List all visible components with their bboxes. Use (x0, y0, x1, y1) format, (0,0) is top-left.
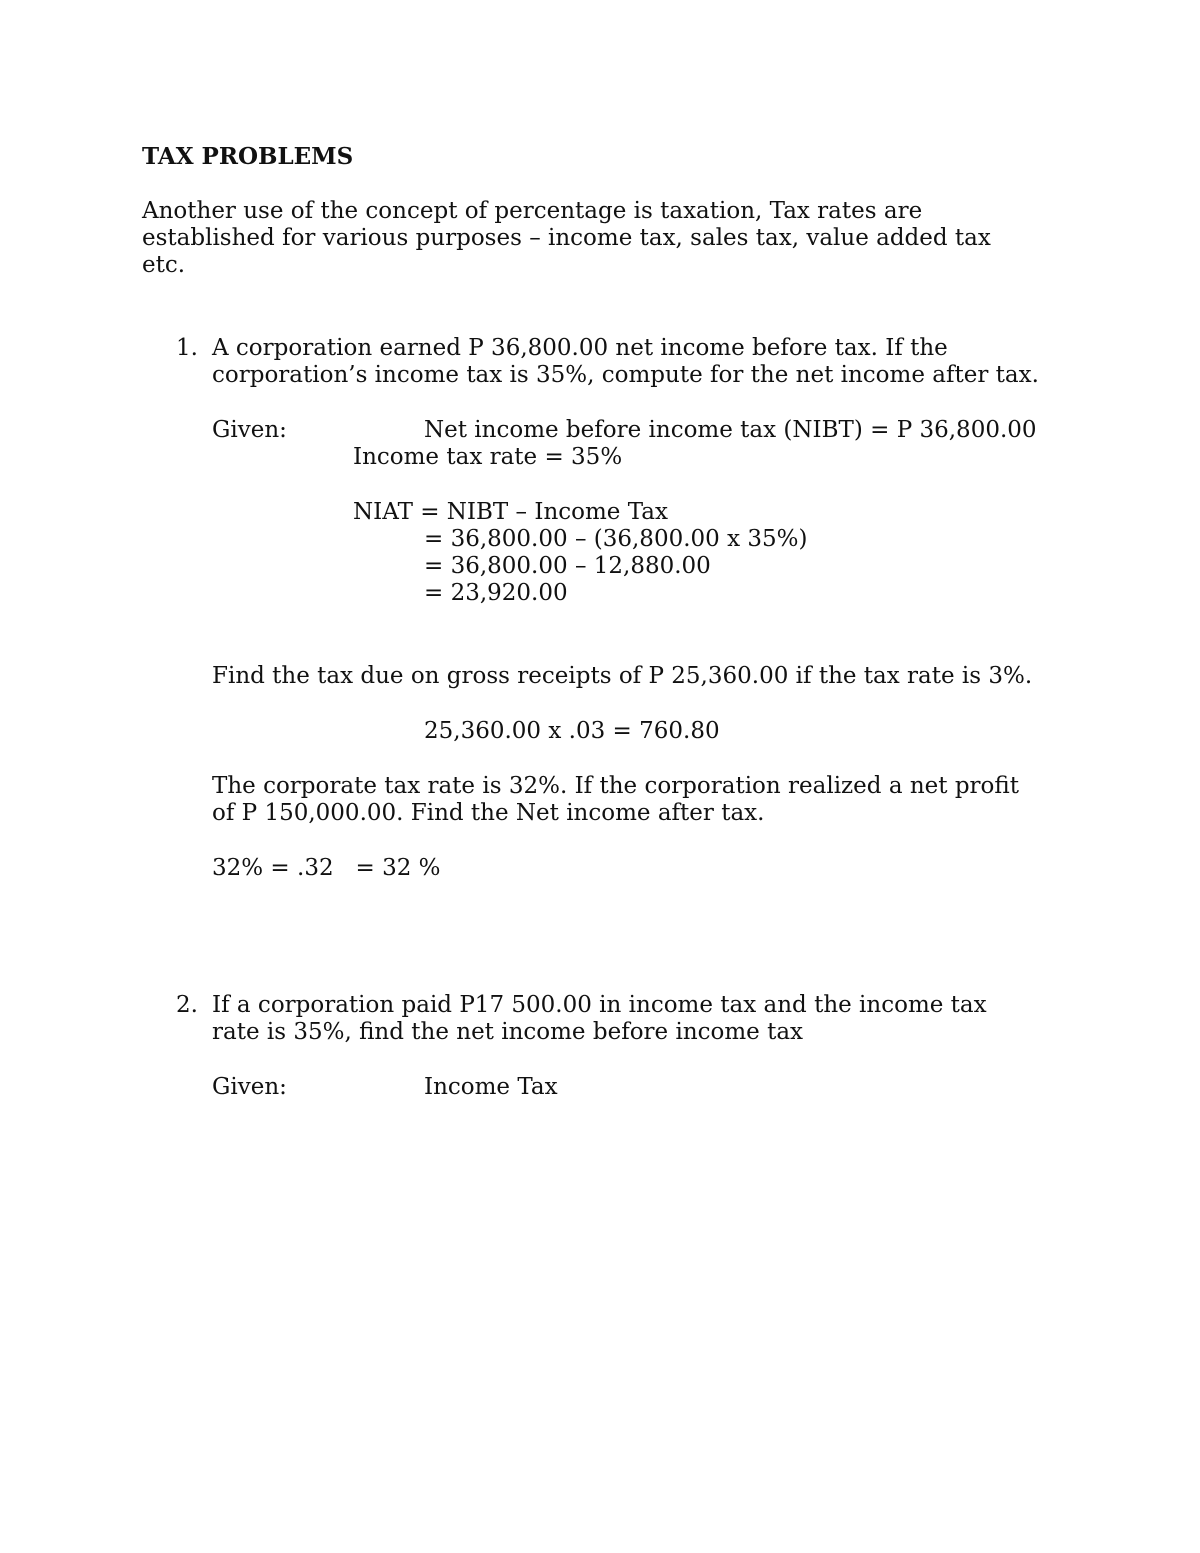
problem-2-number: 2. (176, 992, 198, 1018)
gross-receipts-question: Find the tax due on gross receipts of P 25,360.00 if the tax rate is 3%. (212, 663, 1033, 689)
problem-1-text-line-1: A corporation earned P 36,800.00 net income before tax. If the (212, 335, 948, 361)
corporate-question-line-1: The corporate tax rate is 32%. If the corporation realized a net profit (212, 773, 1019, 799)
problem-1-step-1: = 36,800.00 – (36,800.00 x 35%) (424, 526, 808, 552)
intro-line-2: established for various purposes – income tax, sales tax, value added tax (142, 225, 991, 251)
problem-1-text-line-2: corporation’s income tax is 35%, compute for the net income after tax. (212, 362, 1039, 388)
gross-receipts-answer: 25,360.00 x .03 = 760.80 (424, 718, 720, 744)
problem-1-given-nibt: Net income before income tax (NIBT) = P 36,800.00 (424, 417, 1037, 443)
problem-1-step-3: = 23,920.00 (424, 580, 568, 606)
intro-line-1: Another use of the concept of percentage is taxation, Tax rates are (142, 198, 923, 224)
problem-2-text-line-2: rate is 35%, find the net income before income tax (212, 1019, 804, 1045)
problem-1-given-label: Given: (212, 417, 287, 443)
problem-1-given-rate: Income tax rate = 35% (353, 444, 623, 470)
problem-2-text-line-1: If a corporation paid P17 500.00 in income tax and the income tax (212, 992, 987, 1018)
document-title: TAX PROBLEMS (142, 143, 354, 170)
corporate-question-line-2: of P 150,000.00. Find the Net income after tax. (212, 800, 765, 826)
problem-1-formula: NIAT = NIBT – Income Tax (353, 499, 668, 525)
problem-1-number: 1. (176, 335, 198, 361)
problem-2-given-value: Income Tax (424, 1074, 558, 1100)
problem-2-given-label: Given: (212, 1074, 287, 1100)
problem-1-step-2: = 36,800.00 – 12,880.00 (424, 553, 711, 579)
percent-conversion: 32% = .32 = 32 % (212, 855, 441, 881)
intro-line-3: etc. (142, 252, 186, 278)
